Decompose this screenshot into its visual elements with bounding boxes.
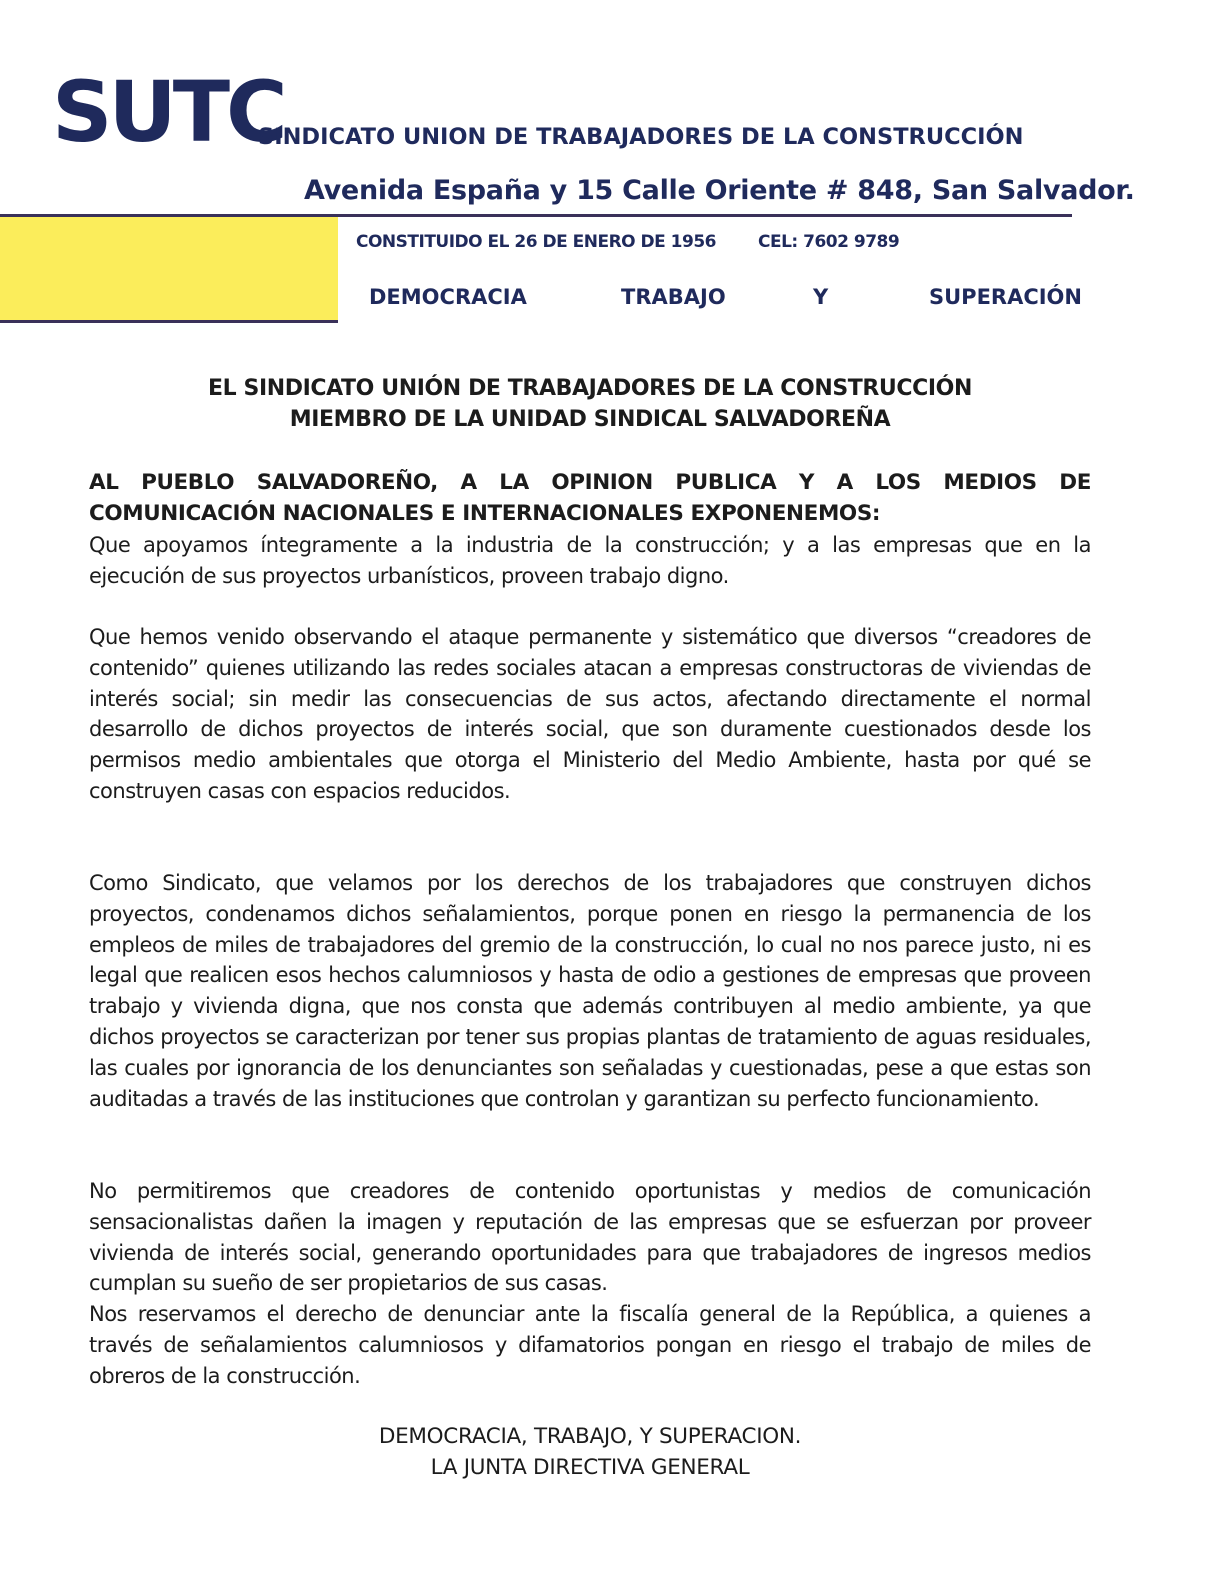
- phone-number: CEL: 7602 9789: [758, 232, 900, 252]
- signature-board: LA JUNTA DIRECTIVA GENERAL: [430, 1455, 750, 1480]
- closing-motto: DEMOCRACIA, TRABAJO, Y SUPERACION.: [378, 1424, 802, 1449]
- paragraph-reserve-right: Nos reservamos el derecho de denunciar ante la fiscalía general de la República, a quienes a través de señalamientos calumniosos y difamatorios pongan en riesgo el trabajo de miles de obreros de la construcción.: [89, 1302, 1091, 1388]
- motto-trabajo: TRABAJO: [621, 285, 726, 309]
- sutc-logo: SUTC: [52, 63, 284, 161]
- motto-democracia: DEMOCRACIA: [369, 285, 527, 309]
- union-full-name: SINDICATO UNION DE TRABAJADORES DE LA CONSTRUCCIÓN: [258, 124, 1024, 150]
- document-heading-line2: MIEMBRO DE LA UNIDAD SINDICAL SALVADOREÑA: [289, 407, 891, 432]
- paragraph-no-permit: No permitiremos que creadores de contenido oportunistas y medios de comunicación sensacionalistas dañen la imagen y reputación de las empresas que se esfuerzan por proveer vivienda de interés social, generando oportunidades para que trabajadores de ingresos medios cumplan su sueño de ser propietarios de sus casas.: [89, 1179, 1091, 1296]
- paragraph-attacks: Que hemos venido observando el ataque permanente y sistemático que diversos “creadores de contenido” quienes utilizando las redes sociales atacan a empresas constructoras de viviendas de interés social; sin medir las consecuencias de sus actos, afectando directamente el normal desarrollo de dichos proyectos de interés social, que son duramente cuestionados desde los permisos medio ambientales que otorga el Ministerio del Medio Ambiente, hasta por qué se construyen casas con espacios reducidos.: [89, 625, 1091, 803]
- document-heading-line1: EL SINDICATO UNIÓN DE TRABAJADORES DE LA CONSTRUCCIÓN: [208, 376, 972, 401]
- paragraph-condemnation: Como Sindicato, que velamos por los derechos de los trabajadores que construyen dichos proyectos, condenamos dichos señalamientos, porque ponen en riesgo la permanencia de los empleos de miles de trabajadores del gremio de la construcción, lo cual no nos parece justo, ni es legal que realicen esos hechos calumniosos y hasta de odio a gestiones de empresas que proveen trabajo y vivienda digna, que nos consta que además contribuyen al medio ambiente, ya que dichos proyectos se caracterizan por tener sus propias plantas de tratamiento de aguas residuales, las cuales por ignorancia de los denunciantes son señaladas y cuestionadas, pese a que estas son auditadas a través de las instituciones que controlan y garantizan su perfecto funcionamiento.: [89, 871, 1091, 1111]
- yellow-accent-block: [0, 217, 338, 320]
- motto-y: Y: [813, 285, 829, 309]
- motto-superacion: SUPERACIÓN: [929, 285, 1082, 309]
- founded-date: CONSTITUIDO EL 26 DE ENERO DE 1956: [356, 232, 716, 252]
- union-address: Avenida España y 15 Calle Oriente # 848, San Salvador.: [304, 175, 1135, 206]
- header-rule-bottom: [0, 320, 338, 323]
- paragraph-support: Que apoyamos íntegramente a la industria de la construcción; y a las empresas que en la ejecución de sus proyectos urbanísticos, proveen trabajo digno.: [89, 533, 1091, 588]
- address-to-public: AL PUEBLO SALVADOREÑO, A LA OPINION PUBLICA Y A LOS MEDIOS DE COMUNICACIÓN NACIONALES E INTERNACIONALES EXPONENEMOS:: [89, 470, 1091, 526]
